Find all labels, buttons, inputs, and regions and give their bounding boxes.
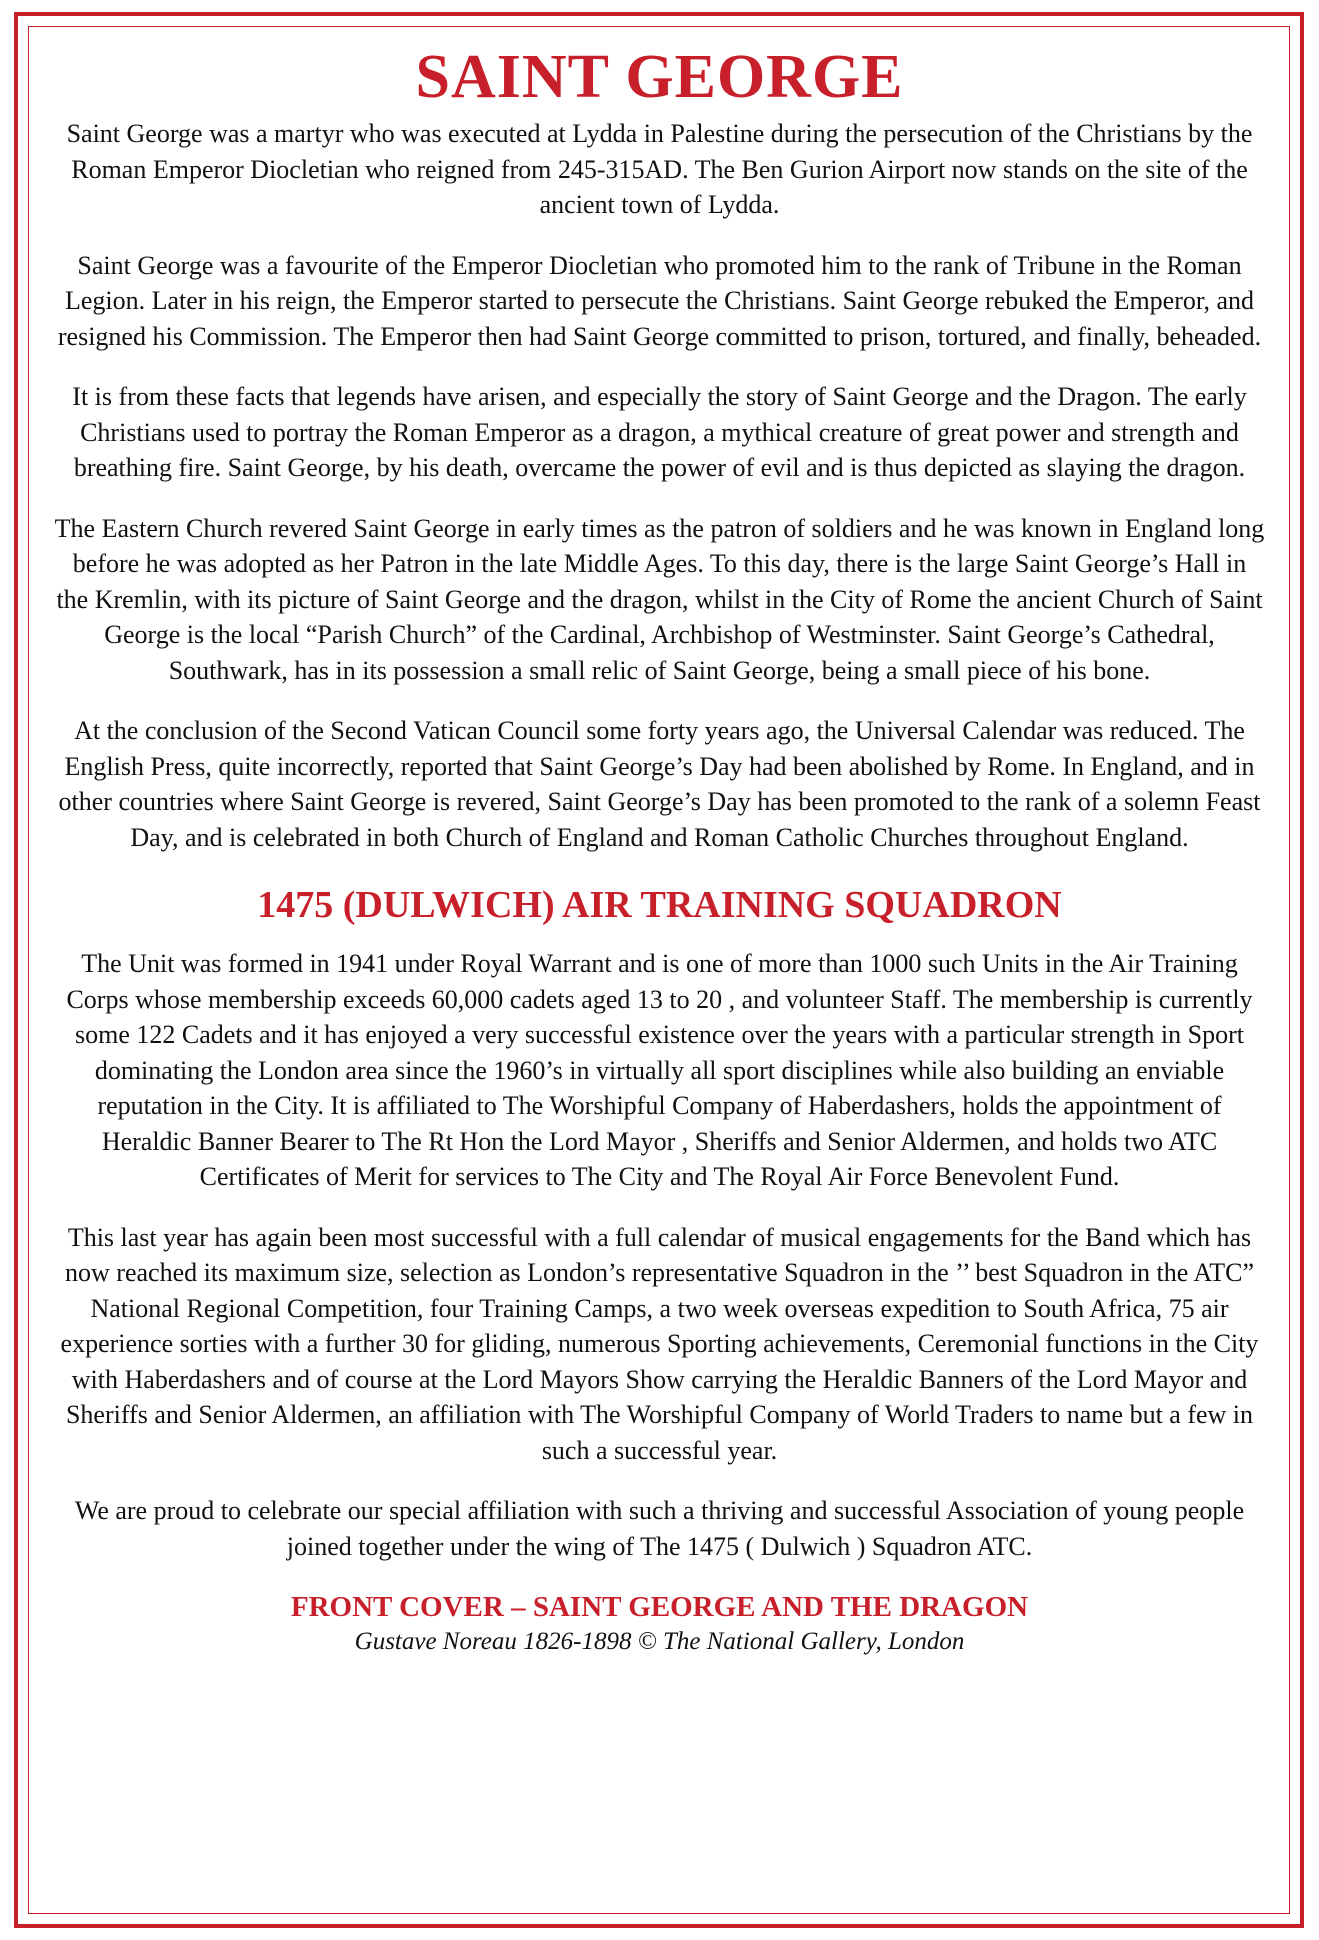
front-cover-credit: Gustave Noreau 1826-1898 © The National Gallery, London	[354, 1628, 965, 1655]
front-cover-caption	[54, 1589, 1265, 1659]
squadron-title: 1475 (DULWICH) AIR TRAINING SQUADRON	[257, 884, 1062, 926]
squadron-paragraph-1: The Unit was formed in 1941 under Royal Warrant and is one of more than 1000 such Units in the Air Training Corps whose membership exceeds 60,000 cadets aged 13 to 20 , and volunteer Staff. The membership is currently some 122 Cadets and it has enjoyed a very successful existence over the years with a particular strength in Sport dominating the London area since the 1960’s in virtually all sport disciplines while also building an enviable reputation in the City. It is affiliated to The Worshipful Company of Haberdashers, holds the appointment of Heraldic Banner Bearer to The Rt Hon the Lord Mayor , Sheriffs and Senior Aldermen, and holds two ATC Certificates of Merit for services to The City and The Royal Air Force Benevolent Fund.	[66, 949, 1253, 1191]
squadron-section	[54, 880, 1265, 1564]
saint-george-paragraph-2: Saint George was a favourite of the Emperor Diocletian who promoted him to the rank of Tribune in the Roman Legion. Later in his reign, the Emperor started to persecute the Christians. Saint George rebuked the Emperor, and resigned his Commission. The Emperor then had Saint George committed to prison, tortured, and finally, beheaded.	[57, 250, 1262, 351]
squadron-paragraph-3: We are proud to celebrate our special affiliation with such a thriving and successful Association of young people joined together under the wing of The 1475 ( Dulwich ) Squadron ATC.	[74, 1496, 1245, 1561]
front-cover-title: FRONT COVER – SAINT GEORGE AND THE DRAGON	[290, 1591, 1029, 1623]
saint-george-paragraph-5: At the conclusion of the Second Vatican Council some forty years ago, the Universal Calendar was reduced. The English Press, quite incorrectly, reported that Saint George’s Day had been abolished by Rome. In England, and in other countries where Saint George is revered, Saint George’s Day has been promoted to the rank of a solemn Feast Day, and is celebrated in both Church of England and Roman Catholic Churches throughout England.	[58, 716, 1261, 852]
saint-george-section	[54, 40, 1265, 855]
page-content	[54, 40, 1265, 1659]
saint-george-paragraph-4: The Eastern Church revered Saint George in early times as the patron of soldiers and he was known in England long before he was adopted as her Patron in the late Middle Ages. To this day, there is the large Saint George’s Hall in the Kremlin, with its picture of Saint George and the dragon, whilst in the City of Rome the ancient Church of Saint George is the local “Parish Church” of the Cardinal, Archbishop of Westminster. Saint George’s Cathedral, Southwark, has in its possession a small relic of Saint George, being a small piece of his bone.	[54, 513, 1265, 685]
saint-george-paragraph-1: Saint George was a martyr who was executed at Lydda in Palestine during the persecution of the Christians by the Roman Emperor Diocletian who reigned from 245-315AD. The Ben Gurion Airport now stands on the site of the ancient town of Lydda.	[66, 119, 1253, 219]
saint-george-title: SAINT GEORGE	[415, 43, 904, 111]
saint-george-paragraph-3: It is from these facts that legends have arisen, and especially the story of Saint George and the Dragon. The early Christians used to portray the Roman Emperor as a dragon, a mythical creature of great power and strength and breathing fire. Saint George, by his death, overcame the power of evil and is thus depicted as slaying the dragon.	[72, 382, 1247, 482]
squadron-paragraph-2: This last year has again been most successful with a full calendar of musical engagements for the Band which has now reached its maximum size, selection as London’s representative Squadron in the ’’ best Squadron in the ATC” National Regional Competition, four Training Camps, a two week overseas expedition to South Africa, 75 air experience sorties with a further 30 for gliding, numerous Sporting achievements, Ceremonial functions in the City with Haberdashers and of course at the Lord Mayors Show carrying the Heraldic Banners of the Lord Mayor and Sheriffs and Senior Aldermen, an affiliation with The Worshipful Company of World Traders to name but a few in such a successful year.	[60, 1222, 1259, 1465]
